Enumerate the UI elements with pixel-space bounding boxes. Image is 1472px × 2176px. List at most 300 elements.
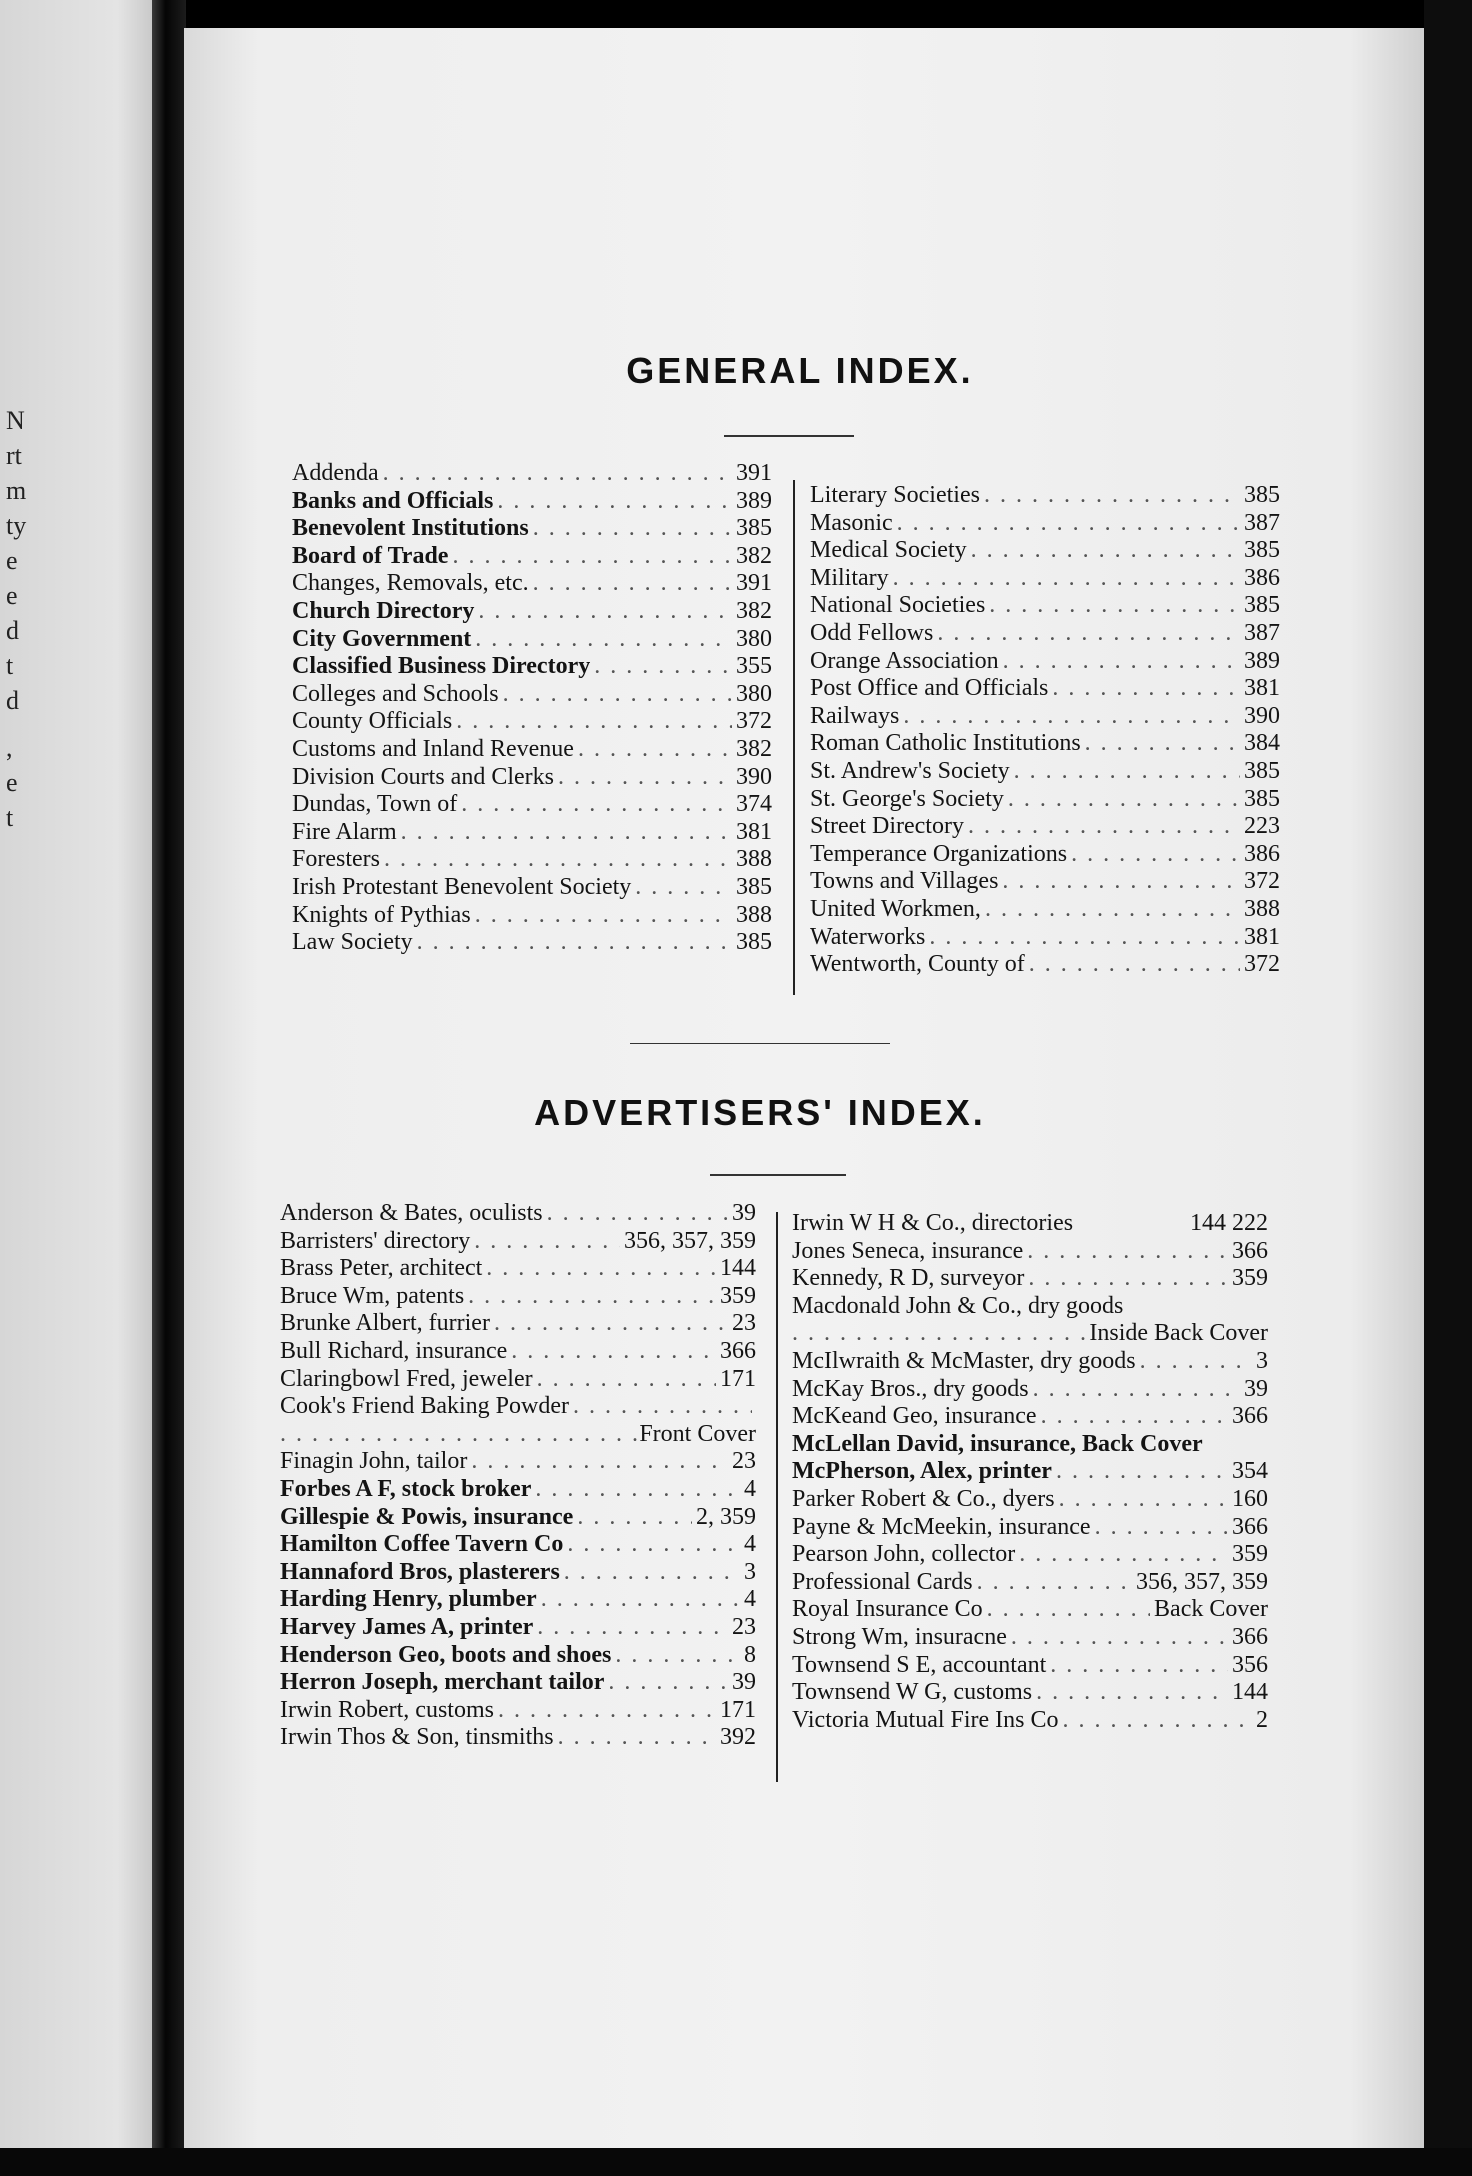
- entry-page-number: 39: [1244, 1375, 1268, 1402]
- index-entry: [280, 1559, 756, 1587]
- dot-leader: [533, 515, 732, 543]
- dot-leader: [1027, 1238, 1228, 1266]
- scan-top-border: [0, 0, 1472, 30]
- entry-page-number: 385: [736, 873, 772, 900]
- dot-leader: [417, 929, 732, 957]
- dot-leader: [401, 819, 732, 847]
- entry-page-number: 388: [736, 901, 772, 928]
- dot-leader: [937, 620, 1240, 648]
- entry-label: Orange Association: [810, 647, 999, 674]
- entry-page-number: 356, 357, 359: [624, 1227, 756, 1254]
- entry-label: Townsend W G, customs: [792, 1679, 1033, 1706]
- index-entry: [810, 896, 1280, 924]
- entry-label: McPherson, Alex, printer: [792, 1458, 1052, 1485]
- index-entry: [280, 1531, 756, 1559]
- entry-label: Odd Fellows: [810, 619, 934, 646]
- entry-label: Hamilton Coffee Tavern Co: [280, 1531, 564, 1558]
- left-page-text-fragment: ,: [6, 733, 13, 762]
- entry-page-number: 4: [744, 1586, 756, 1613]
- dot-leader: [615, 1642, 740, 1670]
- entry-label: Military: [810, 564, 889, 591]
- entry-page-number: 388: [1244, 895, 1280, 922]
- dot-leader: [468, 1283, 716, 1311]
- entry-page-number: 144: [1232, 1679, 1268, 1706]
- index-entry: [792, 1458, 1268, 1486]
- entry-label: Literary Societies: [810, 482, 980, 508]
- dot-leader: [497, 488, 732, 516]
- entry-page-number: 390: [1244, 702, 1280, 729]
- entry-label: Law Society: [292, 929, 413, 956]
- dot-leader: [1008, 786, 1240, 814]
- entry-page-number: 160: [1232, 1485, 1268, 1512]
- dot-leader: [1140, 1348, 1252, 1376]
- index-entry: [292, 791, 772, 819]
- entry-page-number: 356, 357, 359: [1136, 1568, 1268, 1595]
- entry-label: Foresters: [292, 846, 380, 873]
- dot-leader: [452, 543, 732, 571]
- dot-leader: [567, 1531, 740, 1559]
- left-page-text-fragment: t: [6, 651, 14, 680]
- entry-label: Post Office and Officials: [810, 675, 1049, 702]
- dot-leader: [1052, 675, 1240, 703]
- dot-leader: [792, 1320, 1089, 1348]
- index-entry: [280, 1255, 756, 1283]
- dot-leader: [594, 653, 732, 681]
- entry-label: Railways: [810, 702, 900, 729]
- dot-leader: [989, 592, 1240, 620]
- entry-page-number: 380: [736, 625, 772, 652]
- index-entry: [792, 1376, 1268, 1404]
- entry-label: Claringbowl Fred, jeweler: [280, 1365, 533, 1392]
- entry-label: Changes, Removals, etc.: [292, 570, 529, 597]
- dot-leader: [573, 1393, 752, 1421]
- entry-page-number: 374: [736, 791, 772, 818]
- entry-label: Henderson Geo, boots and shoes: [280, 1641, 612, 1668]
- entry-label: Brass Peter, architect: [280, 1255, 483, 1282]
- entry-page-number: 392: [720, 1724, 756, 1751]
- left-page-text-fragment: e: [6, 546, 18, 575]
- general-index-column-divider: [793, 480, 795, 995]
- dot-leader: [456, 708, 732, 736]
- entry-label: Irwin W H & Co., directories: [792, 1210, 1074, 1236]
- entry-label: Pearson John, collector: [792, 1541, 1016, 1568]
- dot-leader: [1050, 1652, 1228, 1680]
- index-entry: [810, 786, 1280, 814]
- dot-leader: [1095, 1514, 1228, 1542]
- index-entry: [280, 1310, 756, 1338]
- index-entry: [792, 1431, 1268, 1459]
- entry-page-number: 3: [744, 1558, 756, 1585]
- left-page-text-fragment: rt: [6, 441, 22, 470]
- dot-leader: [971, 537, 1240, 565]
- entry-label: Fire Alarm: [292, 818, 397, 845]
- entry-page-number: 366: [720, 1337, 756, 1364]
- index-entry: [810, 675, 1280, 703]
- scan-right-border: [1424, 0, 1472, 2176]
- entry-page-number: 385: [1244, 482, 1280, 508]
- entry-label: Barristers' directory: [280, 1227, 471, 1254]
- dot-leader: [1085, 730, 1240, 758]
- advertisers-index-left-column: [280, 1200, 756, 1752]
- dot-leader: [608, 1669, 728, 1697]
- left-page-text-fragment: ty: [6, 511, 27, 540]
- entry-page-number: 23: [732, 1613, 756, 1640]
- dot-leader: [533, 570, 732, 598]
- entry-page-number: 386: [1244, 564, 1280, 591]
- index-entry: [792, 1403, 1268, 1431]
- entry-page-number: 39: [732, 1200, 756, 1226]
- index-entry: [292, 874, 772, 902]
- entry-label: Irwin Robert, customs: [280, 1696, 494, 1723]
- entry-page-number: Front Cover: [639, 1420, 756, 1447]
- entry-page-number: 223: [1244, 813, 1280, 840]
- entry-page-number: 4: [744, 1531, 756, 1558]
- entry-page-number: 355: [736, 653, 772, 680]
- entry-label: Dundas, Town of: [292, 791, 458, 818]
- advertisers-index-title-rule: [710, 1174, 846, 1176]
- dot-leader: [1014, 758, 1240, 786]
- entry-page-number: 385: [1244, 537, 1280, 564]
- entry-page-number: 3: [1256, 1347, 1268, 1374]
- entry-label: Macdonald John & Co., dry goods: [792, 1292, 1124, 1319]
- index-entry: [292, 515, 772, 543]
- entry-label: Roman Catholic Institutions: [810, 730, 1081, 757]
- entry-page-number: Inside Back Cover: [1089, 1320, 1268, 1347]
- dot-leader: [1063, 1707, 1252, 1735]
- entry-label: Herron Joseph, merchant tailor: [280, 1669, 605, 1696]
- entry-label: Kennedy, R D, surveyor: [792, 1265, 1025, 1292]
- dot-leader: [987, 1596, 1150, 1624]
- dot-leader: [474, 1228, 620, 1256]
- entry-label: McIlwraith & McMaster, dry goods: [792, 1347, 1136, 1374]
- entry-page-number: 144 222: [1190, 1210, 1268, 1236]
- entry-page-number: 372: [736, 708, 772, 735]
- index-entry: [280, 1669, 756, 1697]
- entry-label: Parker Robert & Co., dyers: [792, 1485, 1055, 1512]
- index-entry: [292, 653, 772, 681]
- index-entry: [792, 1541, 1268, 1569]
- entry-page-number: 372: [1244, 951, 1280, 978]
- dot-leader: [541, 1586, 740, 1614]
- entry-label: Forbes A F, stock broker: [280, 1475, 532, 1502]
- dot-leader: [929, 924, 1240, 952]
- index-entry: [292, 708, 772, 736]
- entry-page-number: 390: [736, 763, 772, 790]
- entry-label: Temperance Organizations: [810, 840, 1068, 867]
- entry-page-number: 381: [1244, 675, 1280, 702]
- left-page-text-fragment: d: [6, 686, 19, 715]
- dot-leader: [968, 813, 1240, 841]
- entry-label: Brunke Albert, furrier: [280, 1310, 490, 1337]
- entry-label: Anderson & Bates, oculists: [280, 1200, 543, 1226]
- dot-leader: [1019, 1541, 1228, 1569]
- entry-page-number: 366: [1232, 1623, 1268, 1650]
- entry-label: Addenda: [292, 460, 379, 486]
- dot-leader: [383, 460, 732, 488]
- dot-leader: [478, 598, 732, 626]
- index-entry: [810, 730, 1280, 758]
- entry-label: Bull Richard, insurance: [280, 1337, 508, 1364]
- dot-leader: [1041, 1403, 1228, 1431]
- entry-label: United Workmen,: [810, 895, 981, 922]
- entry-page-number: 2, 359: [696, 1503, 756, 1530]
- entry-label: Masonic: [810, 509, 893, 536]
- entry-page-number: 354: [1232, 1458, 1268, 1485]
- entry-page-number: 382: [736, 735, 772, 762]
- advertisers-index-right-column: [792, 1210, 1268, 1734]
- index-entry: [280, 1366, 756, 1394]
- entry-label: Irish Protestant Benevolent Society: [292, 873, 632, 900]
- dot-leader: [1033, 1376, 1240, 1404]
- left-page-text-fragment: t: [6, 803, 14, 832]
- entry-page-number: 39: [732, 1669, 756, 1696]
- entry-label: Payne & McMeekin, insurance: [792, 1513, 1091, 1540]
- index-entry: [810, 951, 1280, 979]
- dot-leader: [1059, 1486, 1228, 1514]
- index-entry: [810, 510, 1280, 538]
- dot-leader: [280, 1421, 639, 1449]
- index-entry: [792, 1514, 1268, 1542]
- index-entry: [292, 764, 772, 792]
- dot-leader: [903, 703, 1240, 731]
- index-entry: [280, 1586, 756, 1614]
- index-entry: [292, 819, 772, 847]
- left-page-text-fragment: e: [6, 768, 18, 797]
- entry-label: Jones Seneca, insurance: [792, 1237, 1024, 1264]
- index-entry: [280, 1338, 756, 1366]
- index-page: [184, 28, 1424, 2148]
- index-entry: [810, 813, 1280, 841]
- book-gutter: [152, 0, 186, 2176]
- dot-leader: [577, 1504, 692, 1532]
- entry-page-number: 386: [1244, 840, 1280, 867]
- index-entry: [292, 929, 772, 957]
- index-entry: [292, 543, 772, 571]
- entry-label: Medical Society: [810, 537, 967, 564]
- entry-label: St. Andrew's Society: [810, 757, 1010, 784]
- entry-label: Wentworth, County of: [810, 951, 1025, 978]
- index-entry: [280, 1504, 756, 1532]
- index-entry: [810, 537, 1280, 565]
- general-index-title-rule: [724, 435, 854, 437]
- entry-page-number: 23: [732, 1310, 756, 1337]
- dot-leader: [461, 791, 732, 819]
- entry-label: Colleges and Schools: [292, 680, 499, 707]
- dot-leader: [558, 1724, 716, 1752]
- entry-page-number: 387: [1244, 509, 1280, 536]
- dot-leader: [893, 565, 1240, 593]
- entry-label: Division Courts and Clerks: [292, 763, 554, 790]
- index-entry: [792, 1486, 1268, 1514]
- index-entry: [280, 1228, 756, 1256]
- dot-leader: [1056, 1458, 1228, 1486]
- index-entry: [292, 736, 772, 764]
- entry-label: Banks and Officials: [292, 487, 494, 514]
- entry-label: Bruce Wm, patents: [280, 1282, 465, 1309]
- entry-page-number: 356: [1232, 1651, 1268, 1678]
- dot-leader: [486, 1255, 716, 1283]
- entry-label: City Government: [292, 625, 472, 652]
- dot-leader: [535, 1476, 740, 1504]
- entry-label: Strong Wm, insuracne: [792, 1623, 1007, 1650]
- index-entry: [810, 841, 1280, 869]
- entry-label: St. George's Society: [810, 785, 1004, 812]
- entry-label: Hannaford Bros, plasterers: [280, 1558, 560, 1585]
- index-entry: [280, 1421, 756, 1449]
- index-entry: [792, 1265, 1268, 1293]
- entry-label: Gillespie & Powis, insurance: [280, 1503, 574, 1530]
- entry-page-number: 385: [1244, 785, 1280, 812]
- index-entry: [810, 620, 1280, 648]
- index-entry: [792, 1293, 1268, 1321]
- index-entry: [792, 1569, 1268, 1597]
- entry-page-number: 385: [1244, 592, 1280, 619]
- entry-page-number: 385: [736, 515, 772, 542]
- dot-leader: [1003, 648, 1240, 676]
- entry-label: Royal Insurance Co: [792, 1596, 983, 1623]
- index-entry: [810, 703, 1280, 731]
- entry-page-number: 366: [1232, 1513, 1268, 1540]
- entry-page-number: 385: [736, 929, 772, 956]
- dot-leader: [537, 1366, 716, 1394]
- dot-leader: [1036, 1679, 1228, 1707]
- entry-label: Towns and Villages: [810, 868, 999, 895]
- index-entry: [292, 598, 772, 626]
- index-entry: [792, 1320, 1268, 1348]
- index-entry: [280, 1614, 756, 1642]
- entry-label: Harding Henry, plumber: [280, 1586, 537, 1613]
- entry-page-number: 381: [736, 818, 772, 845]
- section-separator-rule: [630, 1043, 890, 1044]
- entry-page-number: 382: [736, 542, 772, 569]
- entry-label: Customs and Inland Revenue: [292, 735, 574, 762]
- entry-label: County Officials: [292, 708, 453, 735]
- dot-leader: [1011, 1624, 1228, 1652]
- entry-page-number: 388: [736, 846, 772, 873]
- index-entry: [792, 1624, 1268, 1652]
- index-entry: [280, 1642, 756, 1670]
- entry-label: Knights of Pythias: [292, 901, 471, 928]
- advertisers-index-column-divider: [776, 1212, 778, 1782]
- dot-leader: [578, 736, 732, 764]
- index-entry: [792, 1596, 1268, 1624]
- entry-label: Professional Cards: [792, 1568, 973, 1595]
- dot-leader: [475, 626, 732, 654]
- adjacent-page-fragment: [0, 0, 168, 2176]
- entry-page-number: 144: [720, 1255, 756, 1282]
- entry-label: Church Directory: [292, 597, 475, 624]
- entry-label: McLellan David, insurance, Back Cover: [792, 1430, 1203, 1457]
- index-entry: [280, 1697, 756, 1725]
- entry-label: Benevolent Institutions: [292, 515, 529, 542]
- entry-label: Townsend S E, accountant: [792, 1651, 1047, 1678]
- dot-leader: [475, 902, 732, 930]
- dot-leader: [1029, 951, 1240, 979]
- entry-page-number: 4: [744, 1475, 756, 1502]
- entry-page-number: 389: [736, 487, 772, 514]
- dot-leader: [547, 1200, 728, 1228]
- entry-page-number: 171: [720, 1696, 756, 1723]
- dot-leader: [1028, 1265, 1228, 1293]
- index-entry: [810, 482, 1280, 510]
- dot-leader: [471, 1448, 728, 1476]
- scan-bottom-border: [0, 2148, 1472, 2176]
- index-entry: [810, 758, 1280, 786]
- entry-page-number: 389: [1244, 647, 1280, 674]
- index-entry: [280, 1200, 756, 1228]
- entry-page-number: 387: [1244, 619, 1280, 646]
- index-entry: [810, 565, 1280, 593]
- index-entry: [792, 1679, 1268, 1707]
- entry-page-number: 171: [720, 1365, 756, 1392]
- index-entry: [792, 1348, 1268, 1376]
- entry-label: Waterworks: [810, 923, 926, 950]
- entry-page-number: 359: [1232, 1265, 1268, 1292]
- entry-page-number: 23: [732, 1448, 756, 1475]
- index-entry: [292, 570, 772, 598]
- entry-label: National Societies: [810, 592, 986, 619]
- entry-label: Finagin John, tailor: [280, 1448, 468, 1475]
- entry-label: Harvey James A, printer: [280, 1613, 534, 1640]
- index-entry: [280, 1724, 756, 1752]
- index-entry: [292, 902, 772, 930]
- entry-label: McKay Bros., dry goods: [792, 1375, 1029, 1402]
- dot-leader: [635, 874, 732, 902]
- general-index-title: GENERAL INDEX.: [626, 350, 974, 391]
- entry-label: Victoria Mutual Fire Ins Co: [792, 1706, 1059, 1733]
- dot-leader: [977, 1569, 1132, 1597]
- entry-label: Classified Business Directory: [292, 653, 591, 680]
- index-entry: [280, 1476, 756, 1504]
- entry-page-number: 382: [736, 597, 772, 624]
- index-entry: [292, 846, 772, 874]
- entry-page-number: 366: [1232, 1403, 1268, 1430]
- dot-leader: [1071, 841, 1240, 869]
- index-entry: [810, 924, 1280, 952]
- dot-leader: [494, 1310, 728, 1338]
- index-entry: [280, 1393, 756, 1421]
- entry-page-number: Back Cover: [1154, 1596, 1268, 1623]
- entry-page-number: 380: [736, 680, 772, 707]
- entry-page-number: 359: [720, 1282, 756, 1309]
- dot-leader: [503, 681, 732, 709]
- entry-page-number: 359: [1232, 1541, 1268, 1568]
- dot-leader: [984, 482, 1240, 510]
- index-entry: [792, 1652, 1268, 1680]
- entry-page-number: 366: [1232, 1237, 1268, 1264]
- entry-label: Board of Trade: [292, 542, 449, 569]
- index-entry: [280, 1283, 756, 1311]
- dot-leader: [537, 1614, 728, 1642]
- index-entry: [792, 1707, 1268, 1735]
- index-entry: [280, 1448, 756, 1476]
- dot-leader: [564, 1559, 740, 1587]
- index-entry: [810, 648, 1280, 676]
- entry-label: Irwin Thos & Son, tinsmiths: [280, 1724, 554, 1751]
- left-page-text-fragment: m: [6, 476, 27, 505]
- entry-page-number: 391: [736, 460, 772, 486]
- entry-label: McKeand Geo, insurance: [792, 1403, 1037, 1430]
- index-entry: [792, 1238, 1268, 1266]
- entry-page-number: 8: [744, 1641, 756, 1668]
- advertisers-index-title: ADVERTISERS' INDEX.: [534, 1092, 986, 1133]
- entry-page-number: 385: [1244, 757, 1280, 784]
- index-entry: [810, 868, 1280, 896]
- entry-page-number: 381: [1244, 923, 1280, 950]
- dot-leader: [985, 896, 1240, 924]
- general-index-right-column: [810, 482, 1280, 979]
- dot-leader: [498, 1697, 716, 1725]
